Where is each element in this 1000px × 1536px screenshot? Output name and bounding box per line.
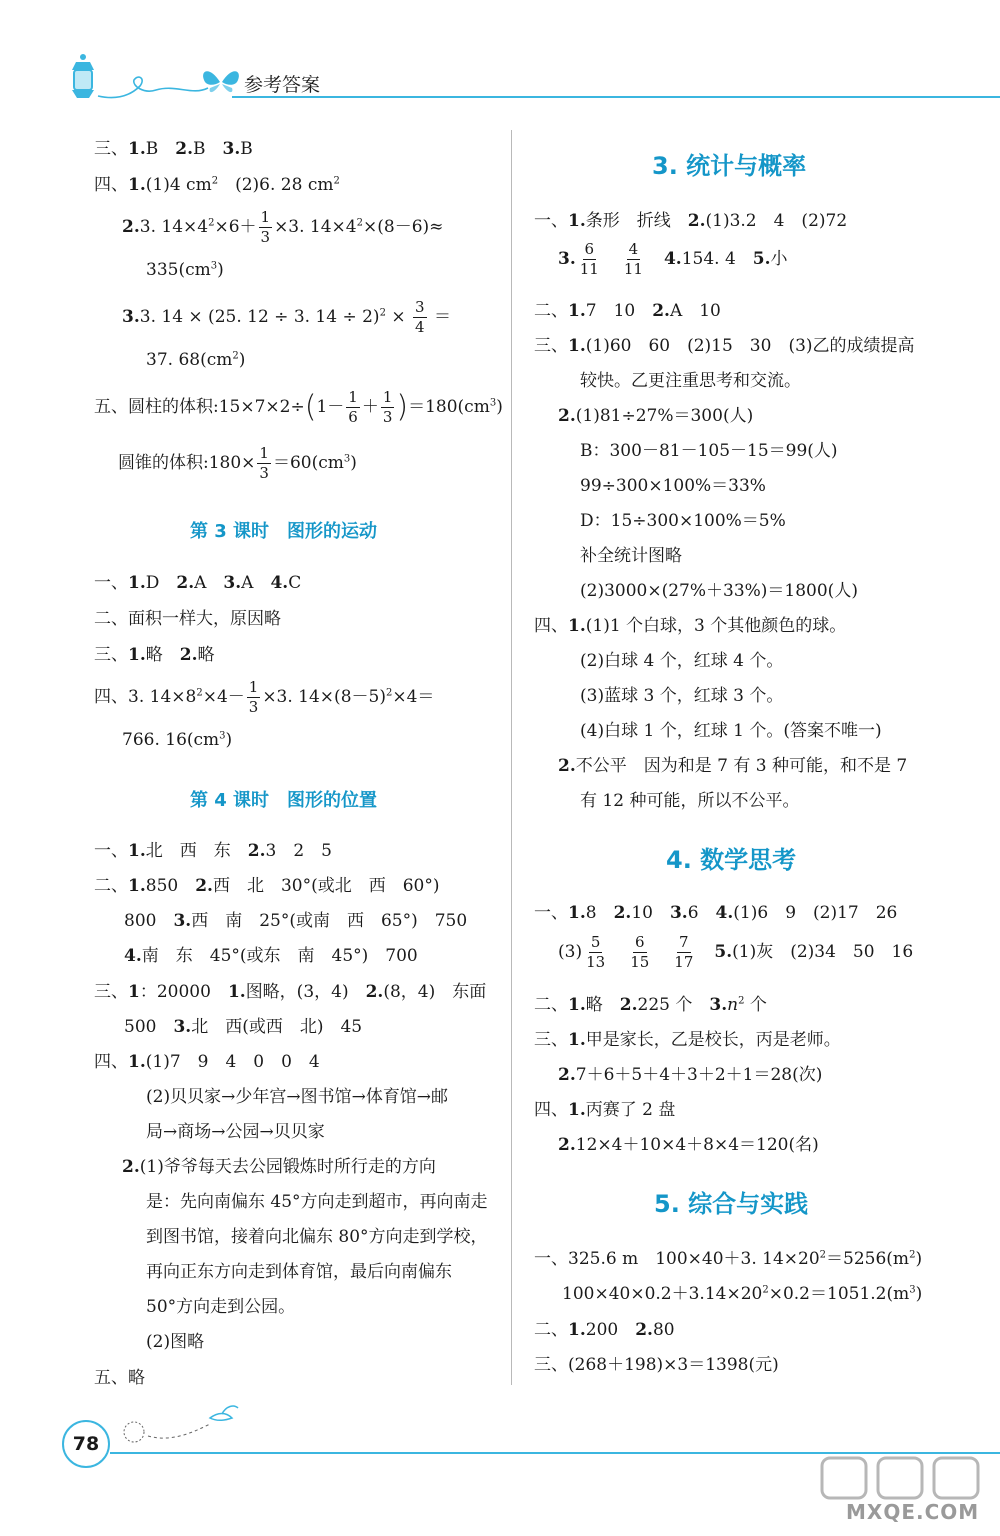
answer-line: 一、1.条形 折线 2.(1)3.2 4 (2)72 (534, 211, 848, 231)
answer-line: 50°方向走到公园。 (146, 1297, 296, 1317)
section-title: 3. 统计与概率 (652, 152, 807, 180)
answer-line: 补全统计图略 (580, 546, 682, 566)
answer-line: 三、1.略 2.略 (94, 645, 215, 665)
header-rule (232, 96, 1000, 98)
answer-line: 3.3. 14 × (25. 12 ÷ 3. 14 ÷ 2)$^2$ × $\frac{3}{4}$ ＝ (122, 298, 451, 336)
answer-line: 2.3. $14\times 4^2\times 6+$ $\frac{1}{3}$ ×3. $14\times 4^2\times(8-6)\approx$ (122, 208, 444, 246)
answer-line: 三、1.(1)60 60 (2)15 30 (3)乙的成绩提高 (534, 336, 915, 356)
dotted-flight-decoration (110, 1398, 250, 1450)
answer-line: 圆锥的体积:180× $\frac{1}{3}$ $=60(cm^3)$ (118, 444, 357, 482)
answer-line: 800 3.西 南 25°(或南 西 65°) 750 (124, 911, 468, 931)
answer-line: 五、略 (94, 1368, 145, 1388)
answer-line: 是：先向南偏东 45°方向走到超市，再向南走 (146, 1192, 488, 1212)
answer-line: 二、1.850 2.西 北 30°(或北 西 60°) (94, 876, 440, 896)
fraction: $\frac{1}{3}$ (259, 444, 269, 482)
answer-line: 三、1.B 2.B 3.B (94, 139, 253, 159)
answer-line: $335(cm^3)$ (146, 260, 224, 280)
answer-line: 四、1.(1)1 个白球，3 个其他颜色的球。 (534, 616, 847, 636)
answer-line: 2.12×4＋10×4＋8×4＝120(名) (558, 1135, 819, 1155)
answer-line: 766. $16(cm^3)$ (122, 730, 233, 750)
answer-line: 一、1.北 西 东 2.3 2 5 (94, 841, 332, 861)
answer-line: 二、1.7 10 2.A 10 (534, 301, 721, 321)
answer-line: (3)蓝球 3 个，红球 3 个。 (580, 686, 784, 706)
answer-line: 2.(1)81÷27%＝300(人) (558, 406, 754, 426)
fraction: $\frac{1}{6}$ (348, 388, 358, 426)
answer-line: 2.(1)爷爷每天去公园锻炼时所行走的方向 (122, 1157, 436, 1177)
butterfly-icon (200, 64, 242, 98)
answer-line: (2)贝贝家→少年宫→图书馆→体育馆→邮 (146, 1087, 449, 1107)
answer-line: 四、3. $14\times 8^2\times 4-$ $\frac{1}{3}$ ×3. $14\times(8-5)^2\times 4=$ (94, 678, 435, 716)
answer-line: (2)3000×(27%＋33%)＝1800(人) (580, 581, 858, 601)
answer-line: B：300－81－105－15＝99(人) (580, 441, 838, 461)
fraction: $\frac{4}{11}$ (623, 240, 643, 278)
answer-line: 37. $68(cm^2)$ (146, 350, 246, 370)
answer-line: 三、1：20000 1.图略，(3，4) 2.(8，4) 东面 (94, 982, 487, 1002)
answer-line: 二、面积一样大，原因略 (94, 609, 281, 629)
lesson-title: 第 4 课时 图形的位置 (190, 790, 378, 811)
answer-line: 到图书馆，接着向北偏东 80°方向走到学校， (146, 1227, 488, 1247)
answer-line: 3. $\frac{6}{11}$ $\frac{4}{11}$ 4.154. 4 5.小 (558, 240, 788, 278)
answer-line: 四、1.(1)4 $cm^2$ (2)6. 28 $cm^2$ (94, 175, 340, 195)
watermark-text: MXQE.COM (846, 1500, 980, 1524)
answer-line: 二、1.200 2.80 (534, 1320, 675, 1340)
answer-line: 一、1.8 2.10 3.6 4.(1)6 9 (2)17 26 (534, 903, 898, 923)
answer-line: 局→商场→公园→贝贝家 (146, 1122, 325, 1142)
answer-line: 99÷300×100%＝33% (580, 476, 766, 496)
answer-line: 五、圆柱的体积:15×7×2÷(1－ $\frac{1}{6}$ ＋ $\frac{1}{3}$ )$=180(cm^3)$ (94, 388, 503, 426)
answer-line: 四、1.(1)7 9 4 0 0 4 (94, 1052, 320, 1072)
answer-line: (4)白球 1 个，红球 1 个。(答案不唯一) (580, 721, 882, 741)
answer-line: (3) $\frac{5}{13}$ $\frac{6}{15}$ $\frac{7}{17}$ 5.(1)灰 (2)34 50 16 (558, 933, 914, 971)
answer-line: 4.南 东 45°(或东 南 45°) 700 (124, 946, 418, 966)
answer-line: 四、1.丙赛了 2 盘 (534, 1100, 676, 1120)
fraction: $\frac{6}{11}$ (579, 240, 599, 278)
fraction: $\frac{7}{17}$ (674, 933, 694, 971)
fraction: $\frac{6}{15}$ (630, 933, 650, 971)
answer-line: D：15÷300×100%＝5% (580, 511, 786, 531)
fraction: $\frac{1}{3}$ (260, 208, 271, 246)
column-divider (511, 130, 512, 1385)
answer-line: 二、1.略 2.225 个 $3.n^2$ 个 (534, 995, 767, 1015)
section-title: 4. 数学思考 (666, 846, 797, 874)
answer-line: 2.7＋6＋5＋4＋3＋2＋1＝28(次) (558, 1065, 823, 1085)
lesson-title: 第 3 课时 图形的运动 (190, 521, 378, 542)
page-number: 78 (62, 1420, 110, 1468)
answer-line: 三、1.甲是家长，乙是校长，丙是老师。 (534, 1030, 841, 1050)
answer-line: 500 3.北 西(或西 北) 45 (124, 1017, 363, 1037)
answer-line: 再向正东方向走到体育馆，最后向南偏东 (146, 1262, 452, 1282)
answer-line: $100\times 40\times 0.2+3.14\times 20^2\times 0.2=1051.2(m^3)$ (562, 1284, 923, 1304)
answer-line: 2.不公平 因为和是 7 有 3 种可能，和不是 7 (558, 756, 908, 776)
section-title: 5. 综合与实践 (654, 1190, 809, 1218)
answer-line: 有 12 种可能，所以不公平。 (580, 791, 800, 811)
answer-line: 较快。乙更注重思考和交流。 (580, 371, 801, 391)
fraction: $\frac{3}{4}$ (415, 298, 425, 336)
fraction: $\frac{5}{13}$ (586, 933, 606, 971)
fraction: $\frac{1}{3}$ (382, 388, 393, 426)
answer-line: (2)图略 (146, 1332, 205, 1352)
answer-line: 一、325.6 m 100×40＋3. $14\times 20^2=5256(m^2)$ (534, 1249, 923, 1269)
answer-line: 三、(268＋198)×3＝1398(元) (534, 1355, 779, 1375)
lantern-icon (66, 52, 100, 104)
header-title: 参考答案 (244, 74, 321, 96)
answer-line: (2)白球 4 个，红球 4 个。 (580, 651, 784, 671)
answer-line: 一、1.D 2.A 3.A 4.C (94, 573, 302, 593)
fraction: $\frac{1}{3}$ (248, 678, 259, 716)
